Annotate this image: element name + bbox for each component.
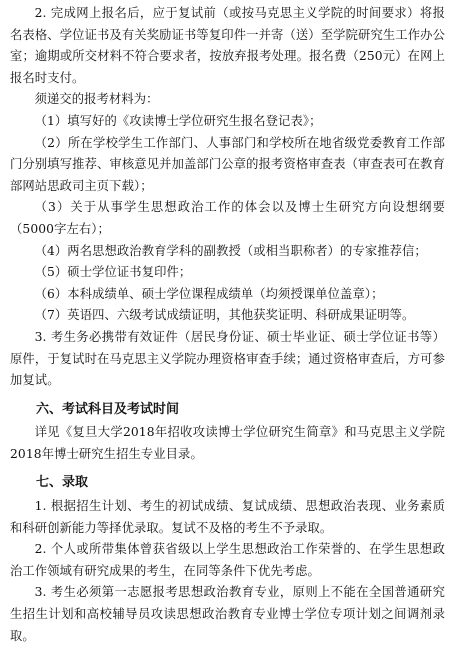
section-heading-admission: 七、录取 — [36, 475, 89, 491]
paragraph-id-documents: 3. 考生务必携带有效证件（居民身份证、硕士毕业证、硕士学位证书等）原件，于复试时在马克思主义学院办理资格审查手续；通过资格审查后，方可参加复试。 — [10, 329, 445, 388]
paragraph-admission-2: 2. 个人或所带集体曾获省级以上学生思想政治工作荣誉的、在学生思想政治工作领域有研究成果的考生，在同等条件下优先考虑。 — [10, 542, 445, 578]
paragraph-materials-intro: 须递交的报考材料为： — [34, 92, 159, 107]
list-item-material-7: （7）英语四、六级考试成绩证明，其他获奖证明、科研成果证明等。 — [34, 308, 415, 323]
list-item-material-6: （6）本科成绩单、硕士学位课程成绩单（均须授课单位盖章）； — [34, 286, 384, 301]
section-heading-exam-subjects: 六、考试科目及考试时间 — [36, 401, 180, 417]
paragraph-admission-1: 1. 根据招生计划、考生的初试成绩、复试成绩、思想政治表现、业务素质和科研创新能力等择优录取。复试不及格的考生不予录取。 — [10, 499, 445, 535]
paragraph-admission-3: 3. 考生必须第一志愿报考思想政治教育专业，原则上不能在全国普通研究生招生计划和高校辅导员攻读思想政治教育专业博士学位专项计划之间调剂录取。 — [10, 585, 445, 643]
list-item-material-1: （1）填写好的《攻读博士学位研究生报名登记表》； — [34, 113, 322, 128]
list-item-material-3: （3）关于从事学生思想政治工作的体会以及博士生研究方向设想纲要（5000字左右）； — [10, 200, 445, 236]
paragraph-materials-deadline: 2. 完成网上报名后，应于复试前（或按马克思主义学院的时间要求）将报名表格、学位证书及有关奖励证书等复印件一并寄（送）至学院研究生工作办公室；逾期或所交材料不符合要求者，按放弃报考处理。报名费（250元）在网上报名时支付。 — [10, 6, 445, 85]
paragraph-exam-subjects: 详见《复旦大学2018年招收攻读博士学位研究生简章》和马克思主义学院2018年博士研究生招生专业目录。 — [10, 425, 445, 461]
list-item-material-5: （5）硕士学位证书复印件； — [34, 265, 192, 280]
list-item-material-2: （2）所在学校学生工作部门、人事部门和学校所在地省级党委教育工作部门分别填写推荐、审核意见并加盖部门公章的报考资格审查表（审查表可在教育部网站思政司主页下载）； — [10, 135, 445, 193]
list-item-material-4: （4）两名思想政治教育学科的副教授（或相当职称者）的专家推荐信； — [34, 243, 427, 258]
